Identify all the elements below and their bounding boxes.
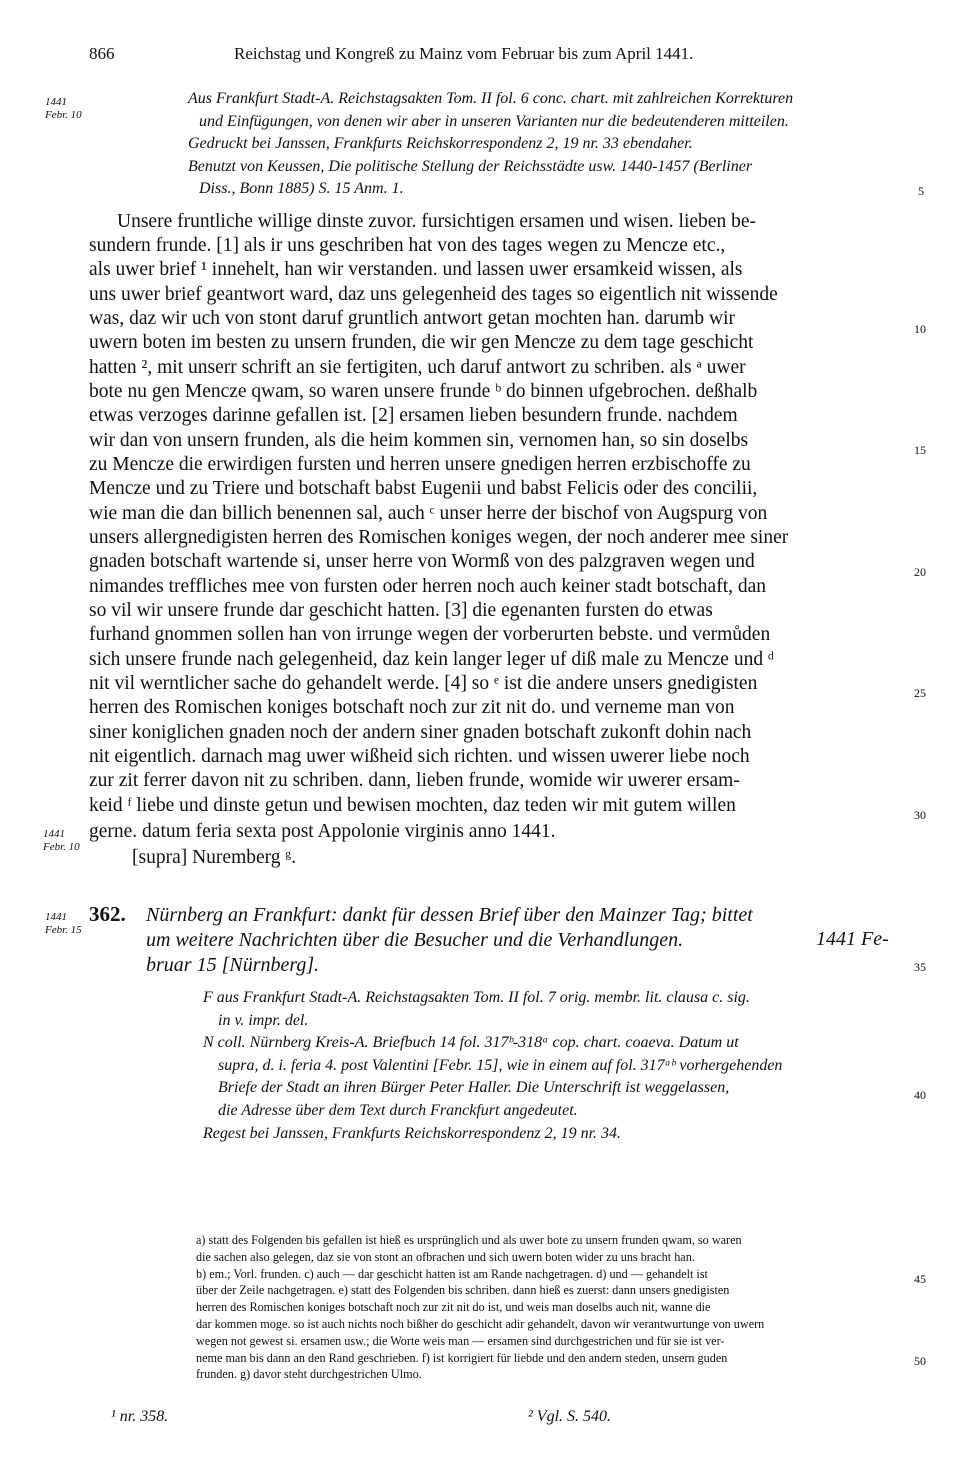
running-title: Reichstag und Kongreß zu Mainz vom Februar bis zum April 1441. <box>234 44 694 63</box>
text-line: herren des Romischen koniges botschaft noch zur zit nit do. und verneme man von <box>89 697 735 718</box>
source-line: die Adresse über dem Text durch Franckfurt angedeutet. <box>218 1101 578 1119</box>
text-line: als uwer brief ¹ innehelt, han wir verstanden. und lassen uwer ersamkeid wissen, als <box>89 259 743 280</box>
source-line: Diss., Bonn 1885) S. 15 Anm. 1. <box>199 180 404 198</box>
text-line: gnaden botschaft wartende si, unser herre von Wormß von des palzgraven wegen und <box>89 551 755 572</box>
text-line: nit eigentlich. darnach mag uwer wißheid sich richten. und wissen uwerer liebe noch <box>89 746 750 767</box>
line-number: 40 <box>914 1088 926 1102</box>
source-line: Aus Frankfurt Stadt-A. Reichstagsakten Tom. II fol. 6 conc. chart. mit zahlreichen Korrekturen <box>188 90 794 107</box>
text-line: uwern boten im besten zu unsern frunden, die wir gen Mencze zu dem tage geschicht <box>89 332 754 353</box>
text-line: zur zit ferrer davon nit zu schriben. dann, lieben frunde, womide wir uwerer ersam- <box>89 770 740 791</box>
page-number: 866 <box>89 44 115 63</box>
document-number: 362. <box>89 902 126 926</box>
text-line: [supra] Nuremberg ᵍ. <box>132 847 297 868</box>
title-line: bruar 15 [Nürnberg]. <box>146 954 320 976</box>
critical-apparatus <box>196 1232 764 1383</box>
margin-date <box>45 96 82 122</box>
margin-date <box>43 828 80 854</box>
source-note <box>188 88 793 201</box>
source-line: in v. impr. del. <box>218 1011 309 1029</box>
footnote-line: neme man bis dann an den Rand geschrieben. f) ist korrigiert für liebde und den andern steden, unsern guden <box>196 1350 728 1365</box>
text-line: hatten ², mit unserr schrift an sie fertigiten, uch daruf antwort zu schriben. als ᵃ uwer <box>89 357 746 378</box>
text-line: etwas verzoges darinne gefallen ist. [2] ersamen lieben besundern frunde. nachdem <box>89 405 738 426</box>
text-line: keid ᶠ liebe und dinste getun und bewisen mochten, daz teden wir mit gutem willen <box>89 795 736 816</box>
line-number: 35 <box>914 960 926 974</box>
margin-date-day: Febr. 10 <box>45 109 82 121</box>
line-number: 50 <box>914 1354 926 1368</box>
text-line: Unsere fruntliche willige dinste zuvor. fursichtigen ersamen und wisen. lieben be- <box>117 211 756 232</box>
text-line: Mencze und zu Triere und botschaft babst Eugenii und babst Felicis oder des concilii, <box>89 478 758 499</box>
title-line: um weitere Nachrichten über die Besucher und die Verhandlungen. <box>146 929 684 951</box>
source-line: und Einfügungen, von denen wir aber in unseren Varianten nur die bedeutenderen mitteilen. <box>199 112 789 130</box>
text-line: so vil wir unsere frunde dar geschicht hatten. [3] die egenanten fursten do etwas <box>89 600 713 621</box>
text-line: bote nu gen Mencze qwam, so waren unsere frunde ᵇ do binnen ufgebrochen. deßhalb <box>89 381 758 402</box>
line-number: 45 <box>914 1272 926 1286</box>
footnote-line: b) em.; Vorl. frunden. c) auch — dar geschicht hatten ist am Rande nachgetragen. d) und — gehandelt ist <box>196 1266 708 1281</box>
margin-date-year: 1441 <box>45 911 67 923</box>
margin-date-day: Febr. 15 <box>45 924 82 936</box>
text-line: wir dan von unsern frunden, als die heim kommen sin, vernomen han, so sin doselbs <box>89 430 749 451</box>
footnote-line: a) statt des Folgenden bis gefallen ist hieß es ursprünglich und als uwer bote zu unsern frunden qwam, so waren <box>196 1233 742 1247</box>
footnote-line: herren des Romischen koniges botschaft noch zur zit nit do ist, und weis man doselbs auch nit, wanne die <box>196 1300 711 1315</box>
source-line: F aus Frankfurt Stadt-A. Reichstagsakten Tom. II fol. 7 orig. membr. lit. clausa c. sig. <box>203 989 750 1006</box>
text-line: siner koniglichen gnaden noch der andern siner gnaden botschaft zukonft dohin nach <box>89 722 752 743</box>
line-number: 15 <box>914 443 926 457</box>
line-number: 30 <box>914 808 926 822</box>
source-line: Regest bei Janssen, Frankfurts Reichskorrespondenz 2, 19 nr. 34. <box>203 1124 622 1142</box>
footnote-line: dar kommen moge. so ist auch nichts noch bißher do geschicht adir gehandelt, davon wir verantwurtunge von uwern <box>196 1316 765 1331</box>
footnote-line: frunden. g) davor steht durchgestrichen Ulmo. <box>196 1367 422 1382</box>
source-line: supra, d. i. feria 4. post Valentini [Febr. 15], wie in einem auf fol. 317ᵃᵇ vorhergehenden <box>218 1056 783 1074</box>
margin-date-year: 1441 <box>43 828 65 840</box>
document-date: 1441 Fe- <box>816 928 889 950</box>
footnote-line: die sachen also gelegen, daz sie von stont an ofbrachen und sich uwern boten wider zu uns bracht han. <box>196 1249 695 1264</box>
document-title <box>146 903 753 978</box>
source-line: Benutzt von Keussen, Die politische Stellung der Reichsstädte usw. 1440-1457 (Berliner <box>188 157 753 175</box>
text-line: zu Mencze die erwirdigen fursten und herren unsere gnedigen herren erzbischoffe zu <box>89 454 751 475</box>
source-line: Briefe der Stadt an ihren Bürger Peter Haller. Die Unterschrift ist weggelassen, <box>218 1079 730 1097</box>
text-line: sich unsere frunde nach gelegenheid, daz kein langer leger uf diß male zu Mencze und ᵈ <box>89 649 775 670</box>
title-line: Nürnberg an Frankfurt: dankt für dessen Brief über den Mainzer Tag; bittet <box>146 904 753 926</box>
source-note <box>203 987 782 1145</box>
text-line: nit vil werntlicher sache do gehandelt werde. [4] so ᵉ ist die andere unsers gnedigisten <box>89 673 758 694</box>
margin-date-day: Febr. 10 <box>43 841 80 853</box>
text-line: gerne. datum feria sexta post Appolonie virginis anno 1441. <box>89 821 556 842</box>
line-number: 25 <box>914 686 926 700</box>
source-line: N coll. Nürnberg Kreis-A. Briefbuch 14 fol. 317ᵇ-318ᵃ cop. chart. coaeva. Datum ut <box>203 1034 739 1052</box>
footnote-line: wegen not gewest si. ersamen usw.; die Worte weis man — ersamen sind durchgestrichen und für sie ist ver- <box>196 1333 725 1348</box>
text-line: wie man die dan billich benennen sal, auch ᶜ unser herre der bischof von Augspurg von <box>89 503 768 524</box>
text-line: furhand gnommen sollen han von irrunge wegen der vorberurten bebste. und vermůden <box>89 624 771 645</box>
line-number: 20 <box>914 565 926 579</box>
margin-date <box>45 911 82 937</box>
source-line: Gedruckt bei Janssen, Frankfurts Reichskorrespondenz 2, 19 nr. 33 ebendaher. <box>188 135 693 153</box>
line-number: 10 <box>914 322 926 336</box>
bottom-footnote: ² Vgl. S. 540. <box>528 1408 612 1425</box>
text-line: unsers allergnedigisten herren des Romischen koniges wegen, der noch anderer mee siner <box>89 527 789 548</box>
text-line: nimandes treffliches mee von fursten oder herren noch auch keiner stadt botschaft, dan <box>89 576 767 597</box>
footnote-line: über der Zeile nachgetragen. e) statt des Folgenden bis schriben. dann hieß es zuerst: dann unsers gnedigisten <box>196 1283 730 1298</box>
text-line: was, daz wir uch von stont daruf gruntlich antwort getan mochten han. darumb wir <box>89 308 736 329</box>
line-number: 5 <box>918 184 924 198</box>
bottom-footnote: ¹ nr. 358. <box>111 1408 169 1425</box>
margin-date-year: 1441 <box>45 96 67 108</box>
text-line: sundern frunde. [1] als ir uns geschriben hat von des tages wegen zu Mencze etc., <box>89 235 726 256</box>
text-line: uns uwer brief geantwort ward, daz uns gelegenheid des tages so eigentlich nit wissende <box>89 284 778 305</box>
